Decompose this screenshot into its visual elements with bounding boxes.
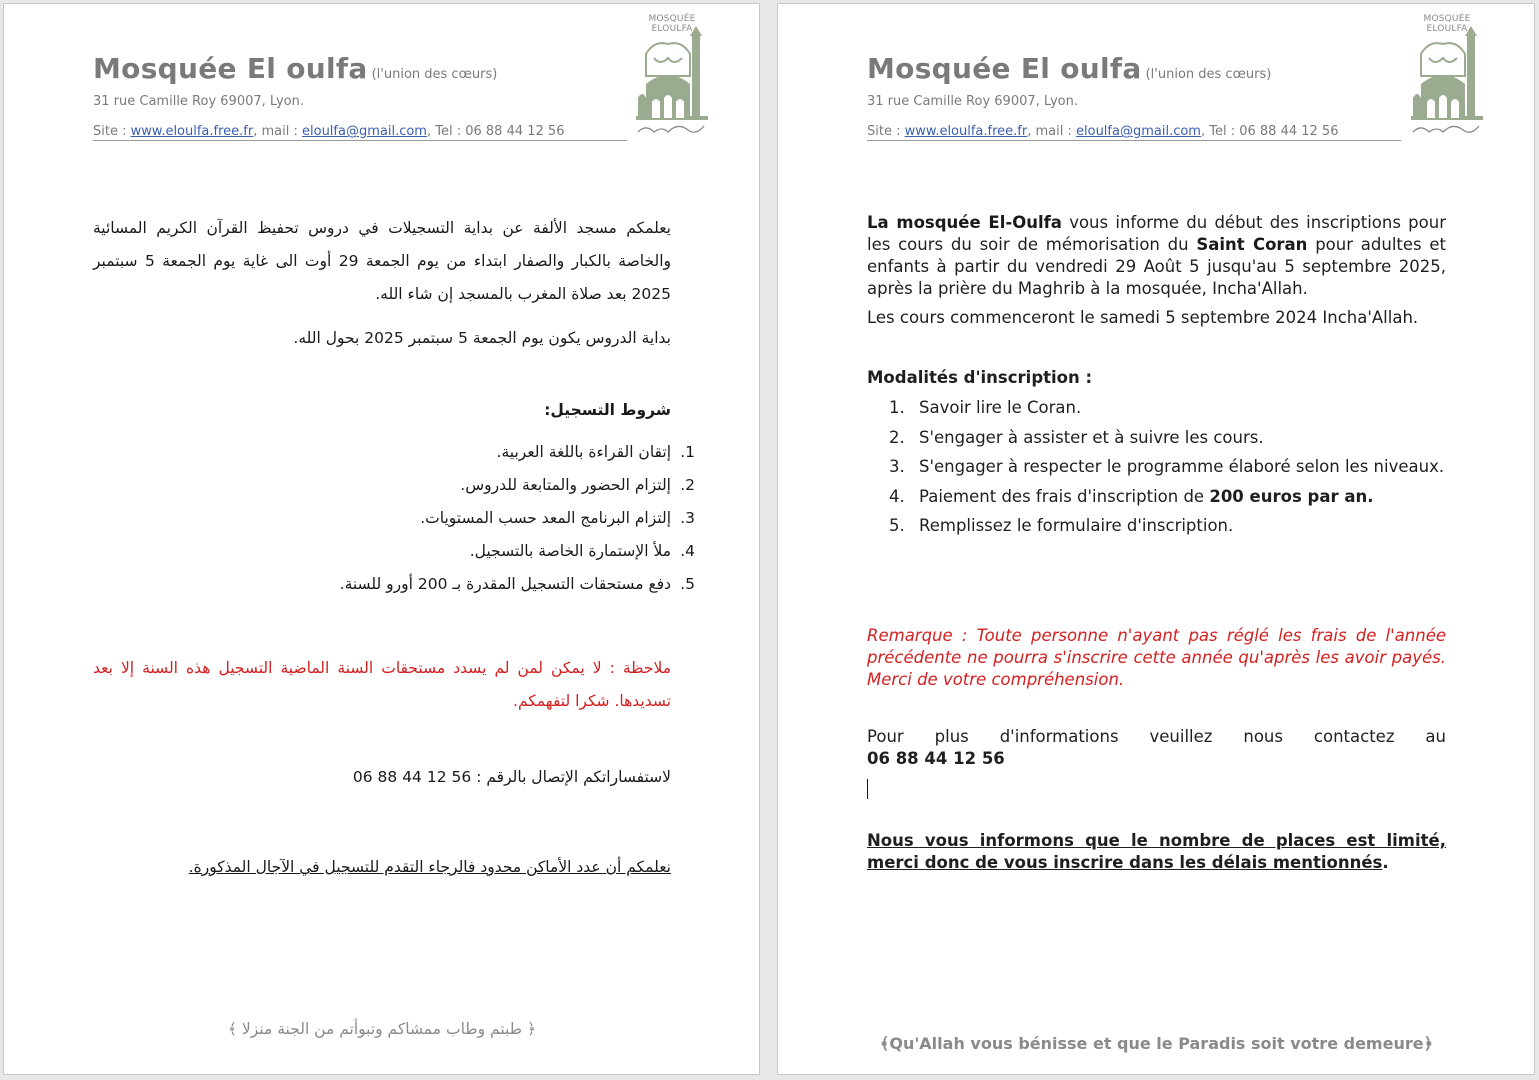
arabic-footer-verse: ﴿ طبتم وطاب ممشاكم وتبوأتم من الجنة منزلا ﴾ (227, 1020, 537, 1038)
mosque-address: 31 rue Camille Roy 69007, Lyon. (867, 94, 1078, 109)
list-item (93, 568, 695, 601)
french-info: Pour plus d'informations veuillez nous contactez au (867, 727, 1446, 746)
list-number: 4. (680, 542, 695, 560)
site-link[interactable]: www.eloulfa.free.fr (904, 124, 1028, 139)
list-number: 2. (680, 476, 695, 494)
intro-text-end: pour adultes et enfants à partir du vendredi 29 Août 5 jusqu'au 5 septembre 2025, après la prière du Maghrib à la mosquée, Incha'Allah. (867, 235, 1447, 298)
mosque-logo-icon (1407, 14, 1487, 139)
site-label: Site : (867, 124, 905, 139)
list-text: Savoir lire le Coran. (919, 398, 1082, 417)
header-divider (867, 140, 1401, 141)
list-item (867, 427, 1446, 449)
list-number: 1. (680, 443, 695, 461)
french-intro (867, 212, 1446, 300)
list-item (867, 456, 1446, 478)
mosque-logo (1407, 14, 1487, 139)
arabic-page (3, 3, 760, 1075)
arabic-contact: لاستفساراتكم الإتصال بالرقم : 56 12 44 88 06 (352, 768, 671, 786)
list-text: ملأ الإستمارة الخاصة بالتسجيل. (469, 542, 671, 560)
mosque-name: Mosquée El oulfa (867, 52, 1142, 85)
mail-link[interactable]: eloulfa@gmail.com (1076, 124, 1201, 139)
list-number: 5. (889, 516, 905, 535)
header-divider (93, 140, 627, 141)
arabic-limited-places: نعلمكم أن عدد الأماكن محدود فالرجاء التقدم للتسجيل في الآجال المذكورة. (188, 858, 671, 876)
french-page (777, 3, 1535, 1075)
list-item (93, 535, 695, 568)
arabic-conditions-title: شروط التسجيل: (544, 401, 671, 419)
tel-text: , Tel : 06 88 44 12 56 (1200, 124, 1339, 139)
list-number: 3. (889, 457, 905, 476)
mosque-name: Mosquée El oulfa (93, 52, 368, 85)
arabic-conditions-list (93, 436, 695, 601)
list-text: إلتزام الحضور والمتابعة للدروس. (460, 476, 671, 494)
site-link[interactable]: www.eloulfa.free.fr (130, 124, 254, 139)
arabic-note: ملاحظة : لا يمكن لمن لم يسدد مستحقات السنة الماضية التسجيل هذه السنة إلا بعد تسديدها. شكرا لتفهمكم. (93, 659, 671, 710)
mosque-logo (632, 14, 712, 139)
list-text: دفع مستحقات التسجيل المقدرة بـ 200 أورو للسنة. (339, 575, 671, 593)
mosque-title (867, 52, 1271, 85)
list-number: 3. (680, 509, 695, 527)
mail-label: , mail : (253, 124, 302, 139)
french-modalities-list (867, 397, 1446, 545)
logo-text: MOSQUÉE ELOULFA (648, 14, 696, 34)
french-modalities-title: Modalités d'inscription : (867, 368, 1093, 387)
list-text: إتقان القراءة باللغة العربية. (496, 443, 671, 461)
saint-coran-bold: Saint Coran (1196, 235, 1308, 254)
mail-label: , mail : (1027, 124, 1076, 139)
list-number: 4. (889, 486, 905, 506)
mosque-name-bold: La mosquée El-Oulfa (867, 213, 1062, 232)
french-remark: Remarque : Toute personne n'ayant pas réglé les frais de l'année précédente ne pourra s'inscrire cette année qu'après les avoir payés. Merci de votre compréhension. (867, 626, 1446, 689)
logo-text: MOSQUÉE ELOULFA (1423, 14, 1471, 34)
list-item (867, 515, 1446, 537)
limit-text: Nous vous informons que le nombre de places est limité, merci donc de vous inscrire dans les délais mentionnés (867, 831, 1446, 872)
list-text: S'engager à respecter le programme élaboré selon les niveaux. (919, 457, 1445, 476)
french-start-date: Les cours commenceront le samedi 5 septembre 2024 Incha'Allah. (867, 308, 1419, 327)
mosque-address: 31 rue Camille Roy 69007, Lyon. (93, 94, 304, 109)
mosque-title (93, 52, 497, 85)
list-text: إلتزام البرنامج المعد حسب المستويات. (420, 509, 671, 527)
list-item (867, 397, 1446, 419)
list-item (93, 469, 695, 502)
text-cursor[interactable] (867, 779, 868, 799)
intro-text: vous informe du début des inscriptions pour les cours du soir de mémorisation du (867, 213, 1446, 254)
arabic-intro: يعلمكم مسجد الألفة عن بداية التسجيلات في دروس تحفيظ القرآن الكريم المسائية والخاصة بالكبار والصفار ابتداء من يوم الجمعة 29 أوت الى غاية يوم الجمعة 5 سبتمبر 2025 بعد صلاة المغرب بالمسجد إن شاء الله. (93, 219, 671, 303)
contact-line (867, 124, 1338, 139)
list-number: 1. (889, 398, 905, 417)
fee-amount: 200 euros par an (1209, 486, 1368, 506)
list-number: 5. (680, 575, 695, 593)
mosque-tagline: (l'union des cœurs) (1145, 67, 1272, 82)
limit-period: . (1382, 853, 1389, 872)
list-text: Paiement des frais d'inscription de (919, 486, 1210, 506)
list-text: S'engager à assister et à suivre les cours. (919, 427, 1264, 447)
mail-link[interactable]: eloulfa@gmail.com (302, 124, 427, 139)
french-phone: 06 88 44 12 56 (867, 749, 1005, 768)
mosque-logo-icon (632, 14, 712, 139)
list-text-end: . (1367, 486, 1374, 506)
list-number: 2. (889, 427, 905, 447)
tel-text: , Tel : 06 88 44 12 56 (426, 124, 565, 139)
french-footer-verse: ﴾Qu'Allah vous bénisse et que le Paradis soit votre demeure﴿ (880, 1034, 1433, 1053)
list-item (93, 436, 695, 469)
list-item (93, 502, 695, 535)
site-label: Site : (93, 124, 131, 139)
list-item (867, 486, 1446, 508)
french-limited-places (867, 830, 1446, 874)
mosque-tagline: (l'union des cœurs) (371, 67, 498, 82)
arabic-start-date: بداية الدروس يكون يوم الجمعة 5 سبتمبر 2025 بحول الله. (293, 329, 671, 347)
contact-line (93, 124, 564, 139)
list-text: Remplissez le formulaire d'inscription. (919, 516, 1234, 535)
